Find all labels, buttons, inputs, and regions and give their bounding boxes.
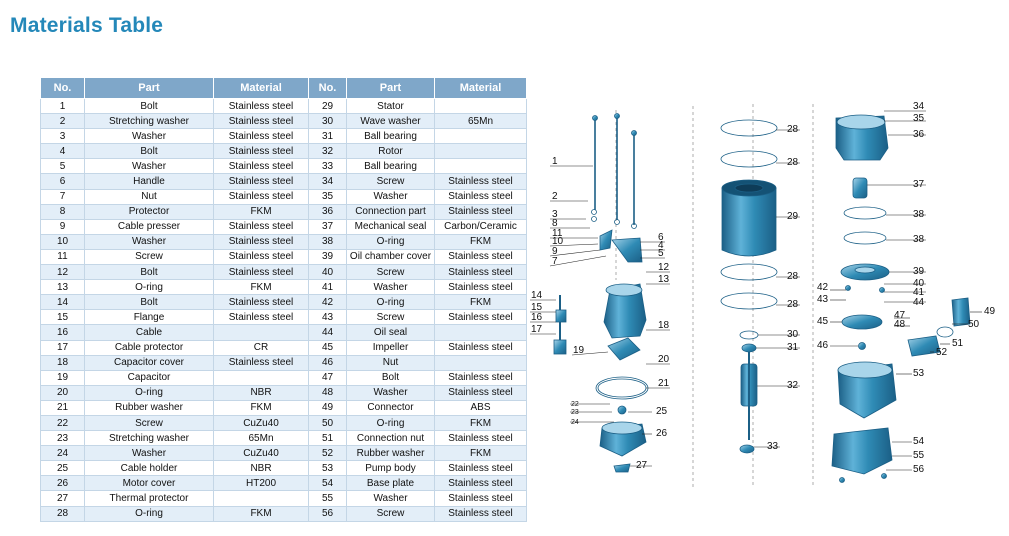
table-row: [41, 189, 527, 204]
callout-labels: [531, 101, 996, 475]
cell-no: 25: [41, 461, 85, 476]
table-row: [41, 219, 527, 234]
cell-part: Screw: [347, 265, 435, 280]
callout-label: 38: [913, 234, 925, 245]
callout-label: 40: [913, 278, 925, 289]
cell-part: Washer: [85, 129, 214, 144]
callout-label: 28: [787, 157, 799, 168]
cell-no: 35: [309, 189, 347, 204]
callout-label: 3: [552, 209, 558, 220]
cell-no: 38: [309, 234, 347, 249]
callout-label: 20: [658, 354, 670, 365]
cell-material: 65Mn: [214, 431, 309, 446]
cell-material: FKM: [214, 400, 309, 415]
cell-no: 19: [41, 370, 85, 385]
cell-material: Stainless steel: [214, 219, 309, 234]
cell-material: CuZu40: [214, 415, 309, 430]
cell-no: 6: [41, 174, 85, 189]
callout-label: 56: [913, 464, 925, 475]
cell-material: Stainless steel: [435, 491, 527, 506]
cell-part: Washer: [85, 446, 214, 461]
cell-no: 42: [309, 295, 347, 310]
cell-part: Washer: [347, 491, 435, 506]
cell-material: [435, 159, 527, 174]
cell-part: Bolt: [85, 265, 214, 280]
table-row: [41, 506, 527, 521]
cell-part: Oil chamber cover: [347, 249, 435, 264]
callout-label: 42: [817, 282, 829, 293]
table-row: [41, 174, 527, 189]
callout-label: 21: [658, 378, 670, 389]
cell-part: O-ring: [347, 415, 435, 430]
table-row: [41, 446, 527, 461]
table-row: [41, 310, 527, 325]
cell-part: Connection part: [347, 204, 435, 219]
callout-label: 18: [658, 320, 670, 331]
cell-no: 36: [309, 204, 347, 219]
callout-label: 15: [531, 302, 543, 313]
cell-no: 11: [41, 249, 85, 264]
cell-material: Stainless steel: [214, 310, 309, 325]
cell-part: Cable protector: [85, 340, 214, 355]
cell-no: 33: [309, 159, 347, 174]
cell-part: Nut: [85, 189, 214, 204]
callout-label: 14: [531, 290, 543, 301]
table-row: [41, 144, 527, 159]
table-row: [41, 340, 527, 355]
callout-label: 19: [573, 345, 585, 356]
cell-material: Stainless steel: [435, 431, 527, 446]
cell-part: Mechanical seal: [347, 219, 435, 234]
cell-part: Thermal protector: [85, 491, 214, 506]
cell-material: [214, 325, 309, 340]
cell-material: [435, 99, 527, 114]
cell-part: Connector: [347, 400, 435, 415]
page-title: Materials Table: [10, 14, 164, 37]
table-row: [41, 99, 527, 114]
cell-no: 16: [41, 325, 85, 340]
cell-part: O-ring: [85, 280, 214, 295]
cell-part: Washer: [347, 385, 435, 400]
cell-material: Stainless steel: [214, 129, 309, 144]
cell-part: Screw: [347, 174, 435, 189]
cell-material: Carbon/Ceramic: [435, 219, 527, 234]
cell-no: 54: [309, 476, 347, 491]
cell-part: Stretching washer: [85, 431, 214, 446]
cell-no: 32: [309, 144, 347, 159]
cell-no: 41: [309, 280, 347, 295]
cell-part: Connection nut: [347, 431, 435, 446]
callout-label: 9: [552, 246, 558, 257]
cell-no: 18: [41, 355, 85, 370]
header-no: No.: [41, 78, 85, 99]
callout-label: 12: [658, 262, 670, 273]
cell-material: Stainless steel: [435, 476, 527, 491]
header-no: No.: [309, 78, 347, 99]
cell-part: Nut: [347, 355, 435, 370]
cell-material: ABS: [435, 400, 527, 415]
cell-part: O-ring: [347, 295, 435, 310]
cell-no: 13: [41, 280, 85, 295]
table-row: [41, 295, 527, 310]
cell-no: 23: [41, 431, 85, 446]
cell-no: 48: [309, 385, 347, 400]
cell-material: Stainless steel: [214, 355, 309, 370]
cell-material: Stainless steel: [214, 234, 309, 249]
cell-no: 14: [41, 295, 85, 310]
callout-label: 24: [571, 419, 579, 426]
motor-group: [721, 120, 777, 453]
cell-material: Stainless steel: [435, 461, 527, 476]
callout-label: 48: [894, 319, 906, 330]
cell-no: 46: [309, 355, 347, 370]
callout-label: 55: [913, 450, 925, 461]
callout-label: 46: [817, 340, 829, 351]
pump-end-group: [832, 115, 970, 483]
cell-material: Stainless steel: [435, 249, 527, 264]
cell-material: Stainless steel: [214, 144, 309, 159]
cell-no: 52: [309, 446, 347, 461]
cell-no: 29: [309, 99, 347, 114]
cell-material: NBR: [214, 385, 309, 400]
cell-no: 17: [41, 340, 85, 355]
cell-part: Ball bearing: [347, 129, 435, 144]
cell-part: Cable presser: [85, 219, 214, 234]
header-part: Part: [85, 78, 214, 99]
cell-no: 7: [41, 189, 85, 204]
callout-label: 34: [913, 101, 925, 112]
callout-label: 28: [787, 271, 799, 282]
callout-label: 35: [913, 113, 925, 124]
callout-label: 33: [767, 441, 779, 452]
cell-no: 43: [309, 310, 347, 325]
cell-material: Stainless steel: [214, 265, 309, 280]
table-row: [41, 280, 527, 295]
callout-label: 36: [913, 129, 925, 140]
cell-material: FKM: [435, 446, 527, 461]
cell-no: 26: [41, 476, 85, 491]
callout-label: 17: [531, 324, 543, 335]
cell-material: Stainless steel: [214, 99, 309, 114]
callout-label: 43: [817, 294, 829, 305]
exploded-pump-diagram: [528, 96, 1000, 488]
callout-label: 32: [787, 380, 799, 391]
cell-part: O-ring: [347, 234, 435, 249]
cell-material: [214, 491, 309, 506]
cell-material: HT200: [214, 476, 309, 491]
cell-part: Screw: [347, 506, 435, 521]
table-row: [41, 491, 527, 506]
cell-part: Protector: [85, 204, 214, 219]
cell-no: 27: [41, 491, 85, 506]
cell-material: CuZu40: [214, 446, 309, 461]
cell-material: FKM: [214, 280, 309, 295]
callout-label: 4: [658, 240, 664, 251]
table-row: [41, 159, 527, 174]
cell-no: 49: [309, 400, 347, 415]
cell-part: Stretching washer: [85, 114, 214, 129]
table-row: [41, 355, 527, 370]
table-row: [41, 129, 527, 144]
cell-no: 34: [309, 174, 347, 189]
callout-label: 1: [552, 156, 558, 167]
cell-part: Capacitor cover: [85, 355, 214, 370]
cell-no: 56: [309, 506, 347, 521]
cell-part: Washer: [85, 234, 214, 249]
cell-part: Wave washer: [347, 114, 435, 129]
header-part: Part: [347, 78, 435, 99]
cell-part: Bolt: [347, 370, 435, 385]
cell-part: O-ring: [85, 385, 214, 400]
cell-no: 28: [41, 506, 85, 521]
table-row: [41, 249, 527, 264]
cell-part: Oil seal: [347, 325, 435, 340]
callout-label: 7: [552, 256, 558, 267]
cell-material: [435, 129, 527, 144]
callout-label: 41: [913, 287, 925, 298]
cell-no: 3: [41, 129, 85, 144]
cell-no: 50: [309, 415, 347, 430]
callout-label: 8: [552, 218, 558, 229]
cell-part: Bolt: [85, 144, 214, 159]
callout-label: 25: [656, 406, 668, 417]
header-material: Material: [435, 78, 527, 99]
table-row: [41, 476, 527, 491]
table-row: [41, 461, 527, 476]
callout-label: 28: [787, 124, 799, 135]
cell-no: 20: [41, 385, 85, 400]
callout-label: 39: [913, 266, 925, 277]
callout-label: 13: [658, 274, 670, 285]
cell-material: FKM: [214, 506, 309, 521]
cell-no: 47: [309, 370, 347, 385]
cell-material: Stainless steel: [435, 280, 527, 295]
cell-material: Stainless steel: [435, 174, 527, 189]
cell-material: Stainless steel: [435, 189, 527, 204]
callout-label: 45: [817, 316, 829, 327]
callout-label: 44: [913, 297, 925, 308]
cell-part: Washer: [85, 159, 214, 174]
cable-assembly-group: [554, 114, 648, 473]
header-material: Material: [214, 78, 309, 99]
cell-material: NBR: [214, 461, 309, 476]
callout-label: 29: [787, 211, 799, 222]
cell-part: Handle: [85, 174, 214, 189]
cell-no: 5: [41, 159, 85, 174]
callout-label: 27: [636, 460, 648, 471]
callout-label: 2: [552, 191, 558, 202]
materials-table: [40, 77, 527, 522]
cell-material: Stainless steel: [214, 174, 309, 189]
cell-no: 22: [41, 415, 85, 430]
cell-material: Stainless steel: [435, 310, 527, 325]
cell-no: 45: [309, 340, 347, 355]
cell-material: Stainless steel: [435, 370, 527, 385]
callout-label: 38: [913, 209, 925, 220]
callout-label: 23: [571, 409, 579, 416]
cell-material: [435, 325, 527, 340]
cell-material: [435, 144, 527, 159]
table-row: [41, 400, 527, 415]
cell-no: 12: [41, 265, 85, 280]
callout-label: 53: [913, 368, 925, 379]
callout-label: 49: [984, 306, 996, 317]
cell-no: 55: [309, 491, 347, 506]
cell-part: Pump body: [347, 461, 435, 476]
cell-no: 9: [41, 219, 85, 234]
cell-material: Stainless steel: [214, 189, 309, 204]
cell-no: 37: [309, 219, 347, 234]
cell-material: Stainless steel: [435, 385, 527, 400]
cell-part: Screw: [347, 310, 435, 325]
callout-label: 10: [552, 236, 564, 247]
cell-no: 4: [41, 144, 85, 159]
table-row: [41, 325, 527, 340]
cell-no: 53: [309, 461, 347, 476]
cell-material: Stainless steel: [214, 249, 309, 264]
table-row: [41, 265, 527, 280]
table-row: [41, 204, 527, 219]
callout-label: 16: [531, 312, 543, 323]
cell-part: Cable holder: [85, 461, 214, 476]
table-row: [41, 415, 527, 430]
callout-label: 28: [787, 299, 799, 310]
cell-part: Washer: [347, 189, 435, 204]
callout-label: 37: [913, 179, 925, 190]
cell-part: Base plate: [347, 476, 435, 491]
cell-no: 10: [41, 234, 85, 249]
callout-label: 26: [656, 428, 668, 439]
callout-label: 50: [968, 319, 980, 330]
cell-material: FKM: [214, 204, 309, 219]
table-header-row: [41, 78, 527, 99]
callout-label: 6: [658, 232, 664, 243]
cell-part: Rubber washer: [347, 446, 435, 461]
assembly-axis-lines: [616, 104, 813, 488]
cell-part: Screw: [85, 415, 214, 430]
cell-no: 40: [309, 265, 347, 280]
callout-label: 5: [658, 248, 664, 259]
callout-label: 11: [552, 228, 563, 239]
callout-label: 31: [787, 342, 799, 353]
cell-material: Stainless steel: [214, 159, 309, 174]
cell-material: CR: [214, 340, 309, 355]
cell-no: 30: [309, 114, 347, 129]
callout-label: 22: [571, 401, 579, 408]
cell-material: 65Mn: [435, 114, 527, 129]
cell-part: Flange: [85, 310, 214, 325]
cell-material: Stainless steel: [435, 265, 527, 280]
cell-material: [435, 355, 527, 370]
cell-part: Motor cover: [85, 476, 214, 491]
cell-no: 24: [41, 446, 85, 461]
cell-part: Screw: [85, 249, 214, 264]
cell-part: Capacitor: [85, 370, 214, 385]
cell-no: 51: [309, 431, 347, 446]
cell-no: 15: [41, 310, 85, 325]
callout-label: 30: [787, 329, 799, 340]
cell-no: 1: [41, 99, 85, 114]
callout-label: 54: [913, 436, 925, 447]
cell-no: 8: [41, 204, 85, 219]
cell-no: 2: [41, 114, 85, 129]
table-row: [41, 234, 527, 249]
cell-material: FKM: [435, 295, 527, 310]
cell-no: 21: [41, 400, 85, 415]
cell-no: 31: [309, 129, 347, 144]
cell-material: FKM: [435, 234, 527, 249]
callout-label: 52: [936, 347, 948, 358]
cell-part: Stator: [347, 99, 435, 114]
cell-part: Washer: [347, 280, 435, 295]
table-row: [41, 114, 527, 129]
cell-material: Stainless steel: [214, 295, 309, 310]
cell-material: Stainless steel: [435, 340, 527, 355]
cell-part: Bolt: [85, 99, 214, 114]
cell-part: Bolt: [85, 295, 214, 310]
cell-material: [214, 370, 309, 385]
cell-material: Stainless steel: [435, 506, 527, 521]
cell-part: Cable: [85, 325, 214, 340]
callout-label: 51: [952, 338, 964, 349]
cell-no: 44: [309, 325, 347, 340]
table-row: [41, 431, 527, 446]
cell-material: Stainless steel: [435, 204, 527, 219]
cell-material: Stainless steel: [214, 114, 309, 129]
cell-material: FKM: [435, 415, 527, 430]
cell-part: Rotor: [347, 144, 435, 159]
cell-part: Ball bearing: [347, 159, 435, 174]
callout-label: 47: [894, 310, 906, 321]
table-row: [41, 370, 527, 385]
cell-no: 39: [309, 249, 347, 264]
cell-part: Rubber washer: [85, 400, 214, 415]
table-row: [41, 385, 527, 400]
cell-part: O-ring: [85, 506, 214, 521]
cell-part: Impeller: [347, 340, 435, 355]
